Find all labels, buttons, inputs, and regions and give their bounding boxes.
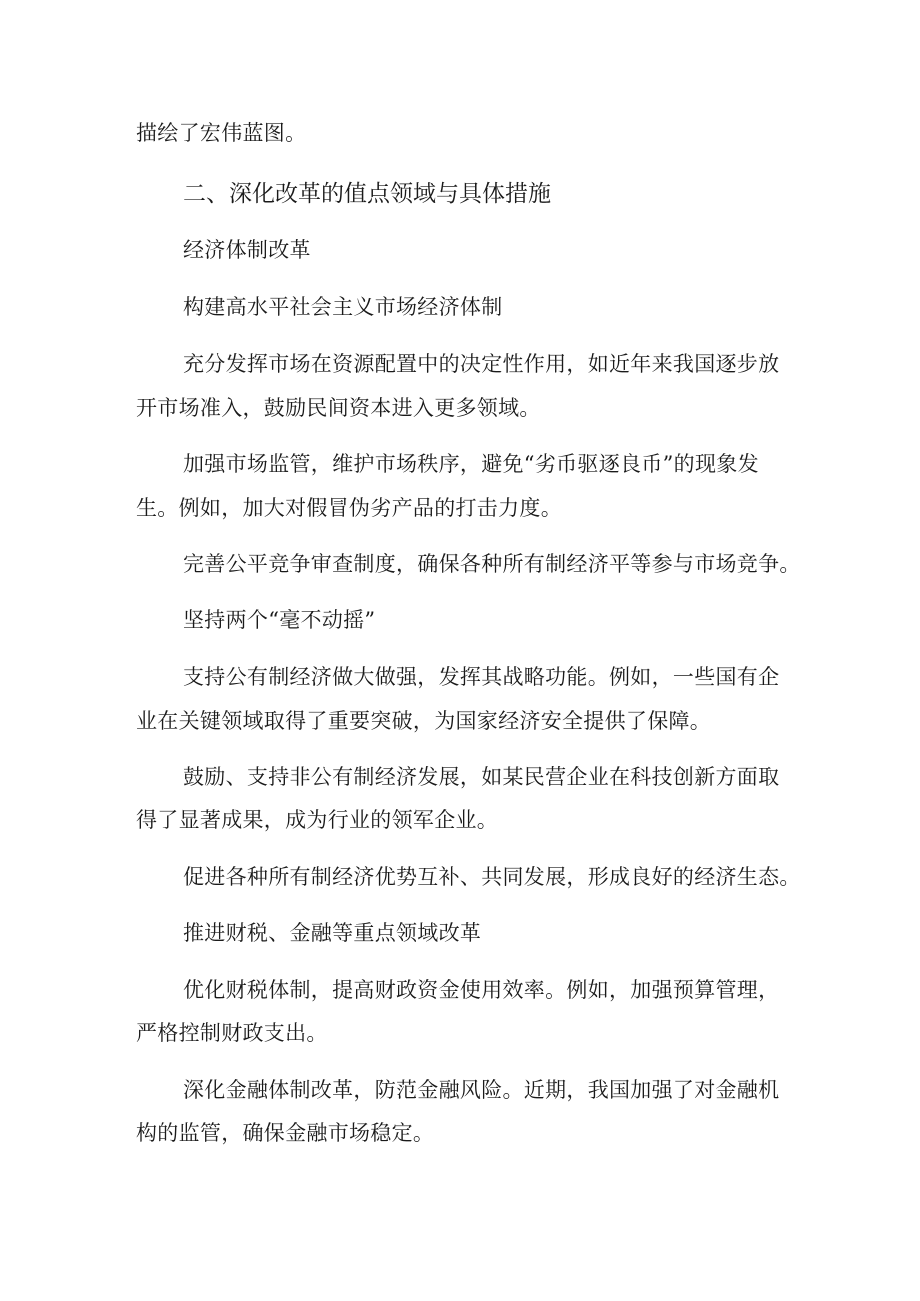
subsection-heading: 经济体制改革 — [183, 238, 311, 262]
paragraph-line: 得了显著成果，成为行业的领军企业。 — [136, 808, 499, 832]
paragraph-line: 描绘了宏伟蓝图。 — [136, 121, 307, 145]
subsection-heading: 推进财税、金融等重点领域改革 — [183, 921, 482, 945]
paragraph-line: 开市场准入，鼓励民间资本进入更多领域。 — [136, 396, 541, 420]
paragraph-line: 构的监管，确保金融市场稳定。 — [136, 1121, 435, 1145]
section-heading: 二、深化改革的值点领域与具体措施 — [183, 181, 551, 207]
paragraph-line: 业在关键领域取得了重要突破，为国家经济安全提供了保障。 — [136, 709, 712, 733]
subsection-heading: 构建高水平社会主义市场经济体制 — [183, 295, 503, 319]
paragraph-line: 严格控制财政支出。 — [136, 1021, 328, 1045]
paragraph-line: 加强市场监管，维护市场秩序，避免“劣币驱逐良币”的现象发 — [183, 452, 759, 476]
paragraph-line: 充分发挥市场在资源配置中的决定性作用，如近年来我国逐步放 — [183, 352, 780, 376]
paragraph-line: 深化金融体制改革，防范金融风险。近期，我国加强了对金融机 — [183, 1078, 780, 1102]
paragraph-line: 完善公平竞争审查制度，确保各种所有制经济平等参与市场竞争。 — [183, 552, 801, 576]
paragraph-line: 促进各种所有制经济优势互补、共同发展，形成良好的经济生态。 — [183, 865, 801, 889]
paragraph-line: 优化财税体制，提高财政资金使用效率。例如，加强预算管理， — [183, 978, 780, 1002]
paragraph-line: 生。例如，加大对假冒伪劣产品的打击力度。 — [136, 496, 562, 520]
paragraph-line: 支持公有制经济做大做强，发挥其战略功能。例如，一些国有企 — [183, 665, 780, 689]
paragraph-line: 鼓励、支持非公有制经济发展，如某民营企业在科技创新方面取 — [183, 765, 780, 789]
subsection-heading: 坚持两个“毫不动摇” — [183, 608, 376, 632]
